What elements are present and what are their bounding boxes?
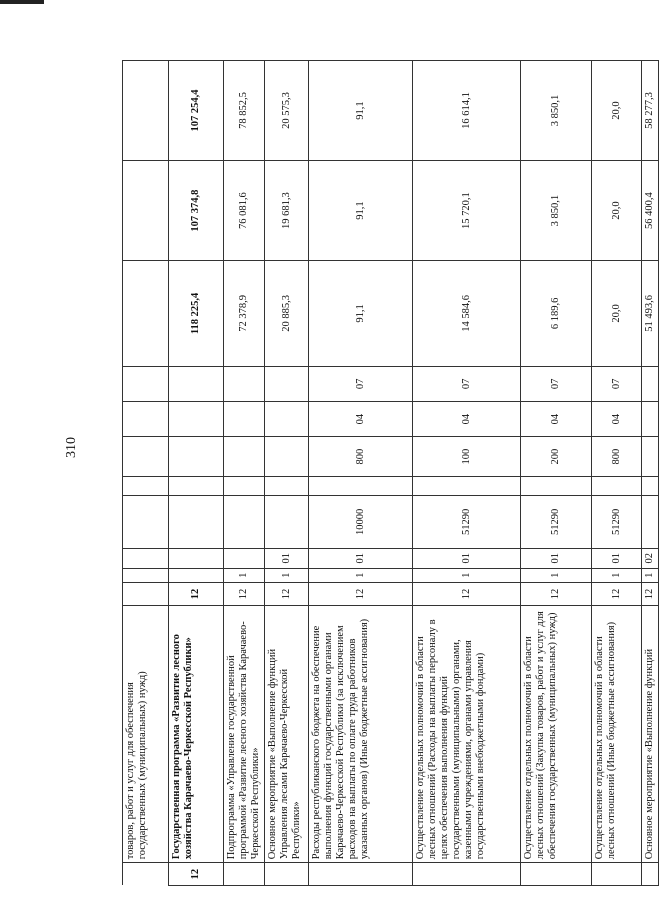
row-marker-cell bbox=[413, 863, 521, 886]
cell-v3 bbox=[123, 61, 169, 161]
cell-gr: 12 bbox=[413, 582, 521, 606]
table-row bbox=[309, 61, 413, 886]
cell-pr bbox=[224, 366, 265, 401]
cell-v3: 20 575,3 bbox=[265, 61, 309, 161]
table-row bbox=[169, 61, 224, 886]
cell-v2: 19 681,3 bbox=[265, 161, 309, 261]
cell-p4 bbox=[169, 476, 224, 495]
cell-p3 bbox=[123, 496, 169, 548]
row-name-cell: Осуществление отдельных полномочий в области лесных отношений (Иные бюджетные ассигнования) bbox=[592, 606, 642, 863]
cell-v1: 6 189,6 bbox=[521, 261, 592, 367]
cell-pr: 07 bbox=[413, 366, 521, 401]
row-name-cell: Расходы республиканского бюджета на обеспечение выполнения функций государственными органами Карачаево-Черкесской Республики (за исключением расходов на выплаты по оплате труда работников указанных органов) (Иные бюджетные ассигнования) bbox=[309, 606, 413, 863]
row-marker-cell: 12 bbox=[169, 863, 224, 886]
cell-v2: 91,1 bbox=[309, 161, 413, 261]
cell-rz bbox=[642, 401, 659, 436]
cell-v2 bbox=[123, 161, 169, 261]
cell-gr: 12 bbox=[224, 582, 265, 606]
cell-p2 bbox=[169, 548, 224, 568]
cell-pr: 07 bbox=[309, 366, 413, 401]
cell-v1: 91,1 bbox=[309, 261, 413, 367]
cell-p2 bbox=[123, 548, 169, 568]
cell-v2: 56 400,4 bbox=[642, 161, 659, 261]
cell-vr bbox=[224, 437, 265, 477]
cell-pr bbox=[642, 366, 659, 401]
cell-pr bbox=[265, 366, 309, 401]
cell-pr: 07 bbox=[592, 366, 642, 401]
cell-v2: 3 850,1 bbox=[521, 161, 592, 261]
cell-v3: 3 850,1 bbox=[521, 61, 592, 161]
cell-v1: 20,0 bbox=[592, 261, 642, 367]
cell-p3 bbox=[224, 496, 265, 548]
cell-v1: 72 378,9 bbox=[224, 261, 265, 367]
cell-gr: 12 bbox=[521, 582, 592, 606]
cell-p3: 51290 bbox=[521, 496, 592, 548]
cell-p3: 10000 bbox=[309, 496, 413, 548]
cell-p4 bbox=[265, 476, 309, 495]
cell-p1: 1 bbox=[265, 568, 309, 582]
cell-p4 bbox=[592, 476, 642, 495]
cell-v3: 91,1 bbox=[309, 61, 413, 161]
cell-p2 bbox=[224, 548, 265, 568]
row-name-cell: Основное мероприятие «Выполнение функций Управления лесами Карачаево-Черкесской Республики» bbox=[265, 606, 309, 863]
cell-p1 bbox=[123, 568, 169, 582]
cell-p4 bbox=[309, 476, 413, 495]
cell-p1: 1 bbox=[309, 568, 413, 582]
cell-p2: 01 bbox=[265, 548, 309, 568]
row-marker-cell bbox=[642, 863, 659, 886]
cell-v3: 16 614,1 bbox=[413, 61, 521, 161]
cell-rz bbox=[265, 401, 309, 436]
cell-rz bbox=[224, 401, 265, 436]
row-name-cell: Государственная программа «Развитие лесного хозяйства Карачаево-Черкесской Республики» bbox=[169, 606, 224, 863]
cell-p3: 51290 bbox=[592, 496, 642, 548]
table-row bbox=[521, 61, 592, 886]
cell-v3: 20,0 bbox=[592, 61, 642, 161]
cell-rz: 04 bbox=[413, 401, 521, 436]
cell-v1: 51 493,6 bbox=[642, 261, 659, 367]
cell-p1: 1 bbox=[592, 568, 642, 582]
cell-pr bbox=[123, 366, 169, 401]
table-body bbox=[123, 61, 659, 886]
row-marker-cell bbox=[309, 863, 413, 886]
cell-v1: 14 584,6 bbox=[413, 261, 521, 367]
row-name-cell: товаров, работ и услуг для обеспечения государственных (муниципальных) нужд) bbox=[123, 606, 169, 863]
cell-v3: 78 852,5 bbox=[224, 61, 265, 161]
cell-gr: 12 bbox=[265, 582, 309, 606]
cell-vr: 800 bbox=[592, 437, 642, 477]
cell-p4 bbox=[413, 476, 521, 495]
scan-mark bbox=[0, 0, 44, 4]
cell-p1: 1 bbox=[642, 568, 659, 582]
cell-gr: 12 bbox=[592, 582, 642, 606]
cell-p4 bbox=[521, 476, 592, 495]
cell-rz: 04 bbox=[592, 401, 642, 436]
cell-vr bbox=[123, 437, 169, 477]
cell-v1: 20 885,3 bbox=[265, 261, 309, 367]
cell-p1: 1 bbox=[413, 568, 521, 582]
cell-p2: 01 bbox=[309, 548, 413, 568]
cell-v1: 118 225,4 bbox=[169, 261, 224, 367]
row-name-cell: Основное мероприятие «Выполнение функций bbox=[642, 606, 659, 863]
cell-p3: 51290 bbox=[413, 496, 521, 548]
row-marker-cell bbox=[592, 863, 642, 886]
row-marker-cell bbox=[265, 863, 309, 886]
cell-p1: 1 bbox=[521, 568, 592, 582]
cell-p2: 01 bbox=[592, 548, 642, 568]
cell-p4 bbox=[224, 476, 265, 495]
table-row bbox=[224, 61, 265, 886]
table-row bbox=[592, 61, 642, 886]
cell-vr: 800 bbox=[309, 437, 413, 477]
cell-rz: 04 bbox=[521, 401, 592, 436]
row-name-cell: Подпрограмма «Управление государственной программой «Развитие лесного хозяйства Карачаево-Черкесской Республики» bbox=[224, 606, 265, 863]
cell-gr: 12 bbox=[309, 582, 413, 606]
cell-gr bbox=[123, 582, 169, 606]
cell-pr bbox=[169, 366, 224, 401]
cell-p2: 02 bbox=[642, 548, 659, 568]
table-row bbox=[413, 61, 521, 886]
row-marker-cell bbox=[521, 863, 592, 886]
row-name-cell: Осуществление отдельных полномочий в области лесных отношений (Закупка товаров, работ и услуг для обеспечения государственных (муниципальных) нужд) bbox=[521, 606, 592, 863]
cell-v2: 20,0 bbox=[592, 161, 642, 261]
cell-v3: 107 254,4 bbox=[169, 61, 224, 161]
cell-vr: 200 bbox=[521, 437, 592, 477]
cell-vr bbox=[169, 437, 224, 477]
cell-p3 bbox=[265, 496, 309, 548]
cell-p3 bbox=[642, 496, 659, 548]
table-row bbox=[123, 61, 169, 886]
cell-rz bbox=[169, 401, 224, 436]
row-marker-cell bbox=[224, 863, 265, 886]
cell-v2: 107 374,8 bbox=[169, 161, 224, 261]
cell-rz: 04 bbox=[309, 401, 413, 436]
cell-p2: 01 bbox=[413, 548, 521, 568]
row-name-cell: Осуществление отдельных полномочий в области лесных отношений (Расходы на выплаты персоналу в целях обеспечения выполнения функций государственными (муниципальными) органами, казенными учреждениями, органами управления государственными внебюджетными фондами) bbox=[413, 606, 521, 863]
table-row bbox=[642, 61, 659, 886]
cell-vr bbox=[265, 437, 309, 477]
cell-p1: 1 bbox=[224, 568, 265, 582]
cell-vr bbox=[642, 437, 659, 477]
budget-table bbox=[122, 60, 659, 886]
cell-v1 bbox=[123, 261, 169, 367]
cell-p3 bbox=[169, 496, 224, 548]
cell-p2: 01 bbox=[521, 548, 592, 568]
cell-gr: 12 bbox=[642, 582, 659, 606]
cell-pr: 07 bbox=[521, 366, 592, 401]
cell-gr: 12 bbox=[169, 582, 224, 606]
budget-table-rotated bbox=[122, 60, 655, 886]
cell-vr: 100 bbox=[413, 437, 521, 477]
cell-p1 bbox=[169, 568, 224, 582]
table-row bbox=[265, 61, 309, 886]
row-marker-cell bbox=[123, 863, 169, 886]
cell-v2: 76 081,6 bbox=[224, 161, 265, 261]
cell-p4 bbox=[642, 476, 659, 495]
cell-v2: 15 720,1 bbox=[413, 161, 521, 261]
page-number: 310 bbox=[64, 437, 79, 458]
cell-v3: 58 277,3 bbox=[642, 61, 659, 161]
cell-p4 bbox=[123, 476, 169, 495]
cell-rz bbox=[123, 401, 169, 436]
